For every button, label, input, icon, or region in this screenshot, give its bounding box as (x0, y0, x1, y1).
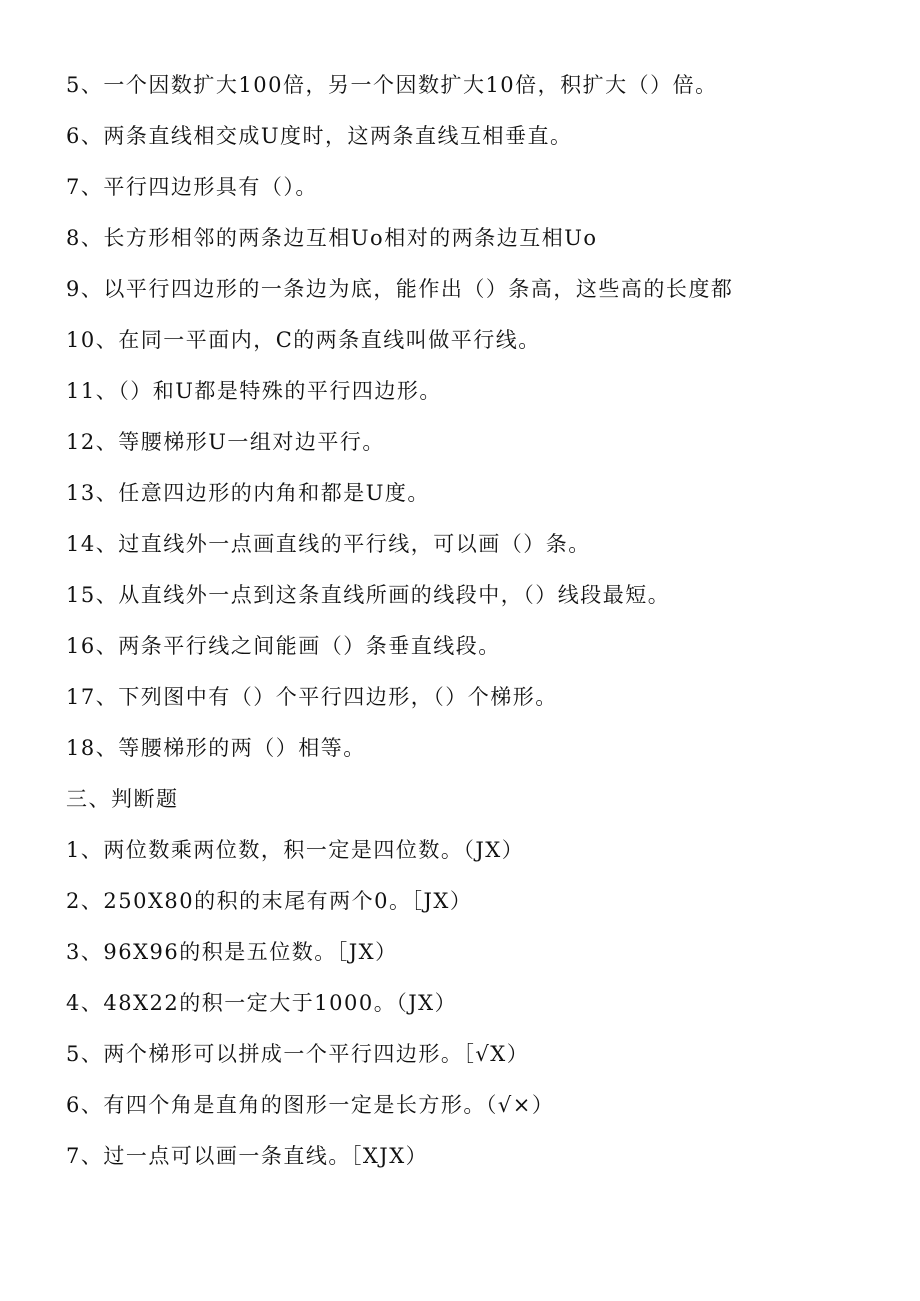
question-line-10: 10、在同一平面内，C的两条直线叫做平行线。 (66, 328, 541, 352)
question-line-6: 6、两条直线相交成U度时，这两条直线互相垂直。 (66, 124, 573, 148)
question-line-12: 12、等腰梯形U一组对边平行。 (66, 430, 385, 454)
question-line-14: 14、过直线外一点画直线的平行线，可以画（）条。 (66, 532, 591, 556)
question-line-16: 16、两条平行线之间能画（）条垂直线段。 (66, 634, 501, 658)
section-heading-judgement: 三、判断题 (66, 787, 179, 811)
question-line-13: 13、任意四边形的内角和都是U度。 (66, 481, 430, 505)
question-line-15: 15、从直线外一点到这条直线所画的线段中，（）线段最短。 (66, 583, 671, 607)
judgement-line-4: 4、48X22的积一定大于1000。（JX） (66, 991, 458, 1015)
question-line-8: 8、长方形相邻的两条边互相Uo相对的两条边互相Uo (66, 226, 598, 250)
question-line-7: 7、平行四边形具有（）。 (66, 175, 318, 199)
judgement-line-1: 1、两位数乘两位数，积一定是四位数。（JX） (66, 838, 525, 862)
question-line-17: 17、下列图中有（）个平行四边形，（）个梯形。 (66, 685, 558, 709)
judgement-line-7: 7、过一点可以画一条直线。［XJX） (66, 1144, 429, 1168)
question-list (66, 62, 906, 1184)
judgement-line-6: 6、有四个角是直角的图形一定是长方形。（√×） (66, 1093, 555, 1117)
judgement-line-2: 2、250X80的积的末尾有两个0。［JX） (66, 889, 473, 913)
judgement-line-5: 5、两个梯形可以拼成一个平行四边形。［√X） (66, 1042, 530, 1066)
question-line-11: 11、（）和U都是特殊的平行四边形。 (66, 379, 442, 403)
question-line-5: 5、一个因数扩大100倍，另一个因数扩大10倍，积扩大（）倍。 (66, 73, 718, 97)
question-line-9: 9、以平行四边形的一条边为底，能作出（）条高，这些高的长度都 (66, 277, 734, 301)
judgement-line-3: 3、96X96的积是五位数。［JX） (66, 940, 398, 964)
question-line-18: 18、等腰梯形的两（）相等。 (66, 736, 366, 760)
